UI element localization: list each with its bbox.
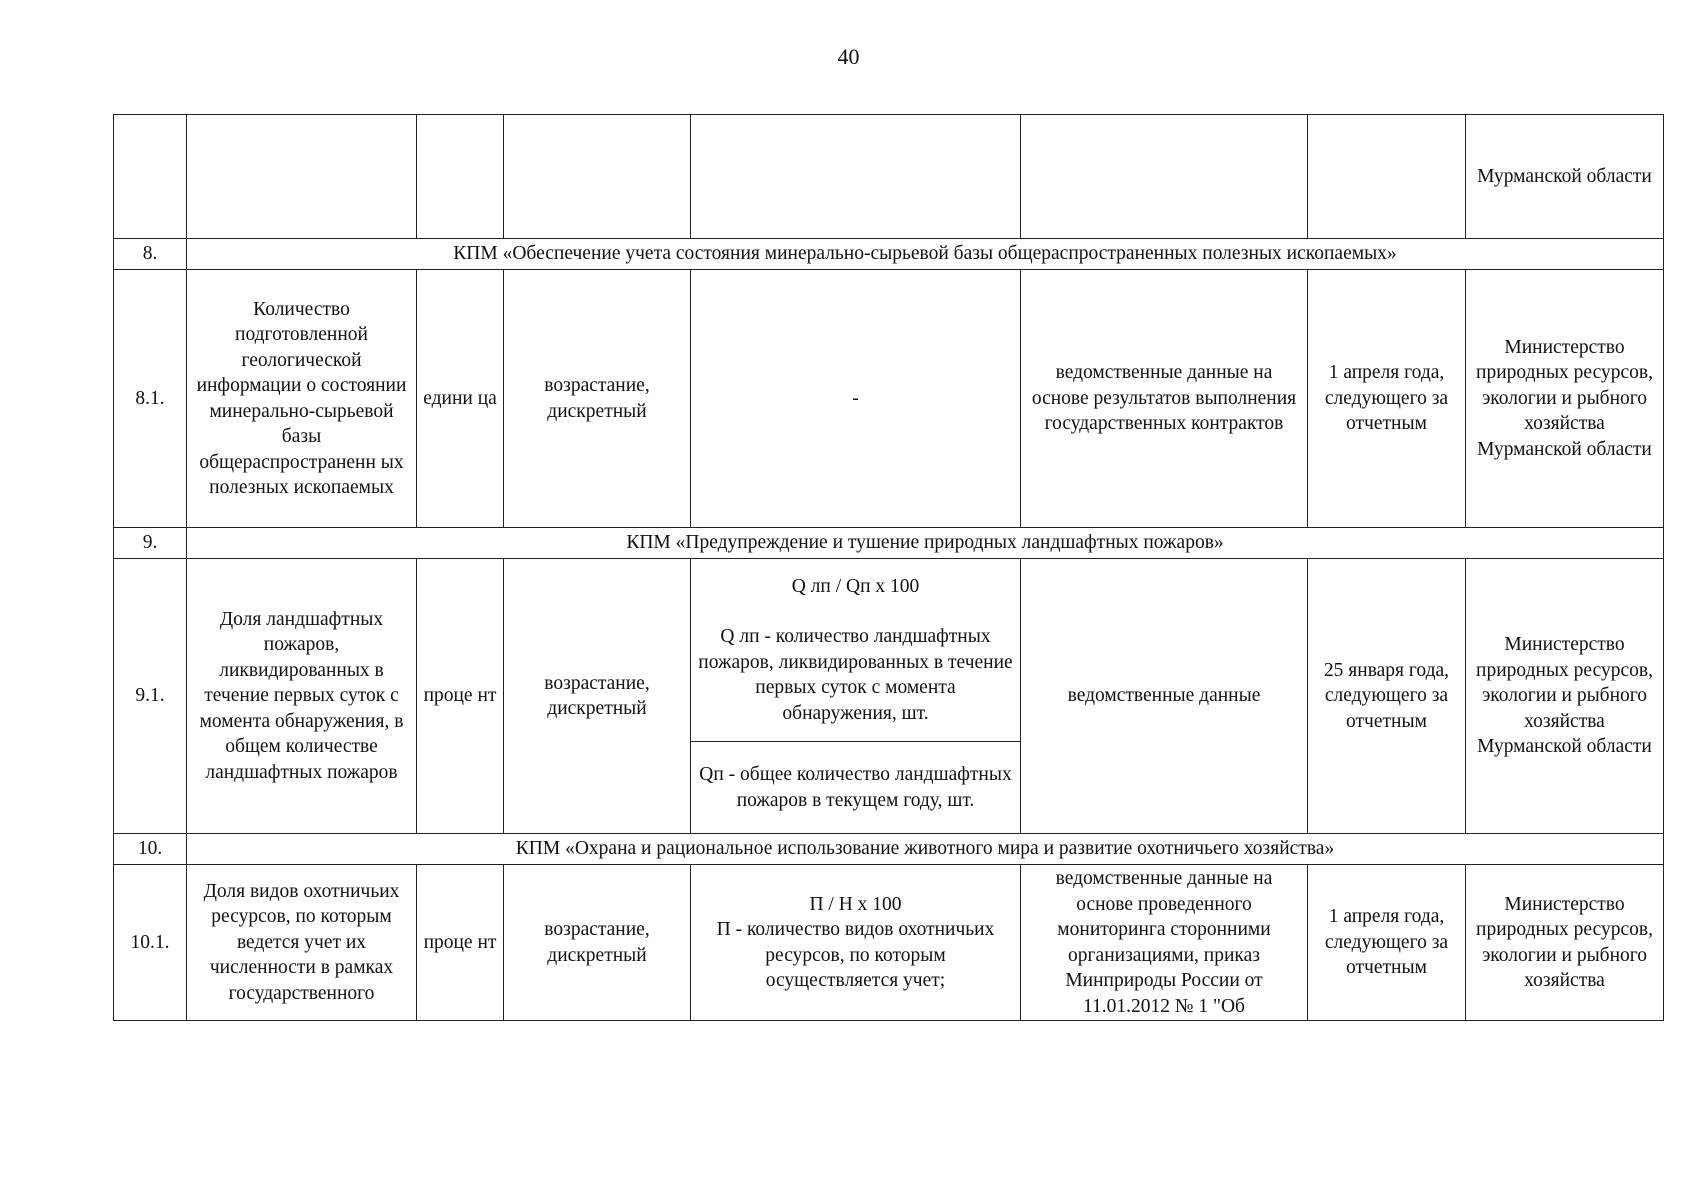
row-number: 8.1.	[114, 270, 187, 528]
formula-expression: П / Н х 100	[809, 893, 902, 915]
formula-definition: Q лп - количество ландшафтных пожаров, ликвидированных в течение первых суток с момента обнаружения, шт.	[698, 626, 1013, 724]
row-number: 10.1.	[114, 865, 187, 1021]
dynamics-cell: возрастание, дискретный	[504, 865, 691, 1021]
unit-cell: едини ца	[417, 270, 504, 528]
formula-cell: -	[691, 270, 1021, 528]
table-row	[114, 865, 1664, 1021]
dynamics-cell: возрастание, дискретный	[504, 559, 691, 834]
source-cell: ведомственные данные на основе результатов выполнения государственных контрактов	[1021, 270, 1308, 528]
indicator-cell: Доля видов охотничьих ресурсов, по которым ведется учет их численности в рамках государственного	[187, 865, 417, 1021]
section-number: 8.	[114, 239, 187, 270]
formula-definition: П - количество видов охотничьих ресурсов, по которым осуществляется учет;	[716, 919, 995, 991]
formula-cell	[691, 559, 1021, 742]
section-number: 10.	[114, 834, 187, 865]
dynamics-cell: возрастание, дискретный	[504, 270, 691, 528]
source-cell: ведомственные данные на основе проведенного мониторинга сторонними организациями, приказ Минприроды России от 11.01.2012 № 1 "Об	[1021, 865, 1308, 1021]
source-cell: ведомственные данные	[1021, 559, 1308, 834]
responsible-cell: Мурманской области	[1466, 115, 1664, 239]
section-number: 9.	[114, 528, 187, 559]
unit-cell: проце нт	[417, 559, 504, 834]
section-title: КПМ «Охрана и рациональное использование животного мира и развитие охотничьего хозяйства»	[187, 834, 1664, 865]
section-header-row	[114, 834, 1664, 865]
formula-expression: Q лп / Qп х 100	[791, 575, 920, 597]
responsible-cell: Министерство природных ресурсов, экологии и рыбного хозяйства Мурманской области	[1466, 270, 1664, 528]
indicator-cell: Количество подготовленной геологической информации о состоянии минерально-сырьевой базы общераспространенн ых полезных ископаемых	[187, 270, 417, 528]
formula-definition-cell: Qп - общее количество ландшафтных пожаров в текущем году, шт.	[691, 742, 1021, 834]
indicators-table	[113, 114, 1664, 1021]
responsible-cell: Министерство природных ресурсов, экологии и рыбного хозяйства Мурманской области	[1466, 559, 1664, 834]
deadline-cell: 1 апреля года, следующего за отчетным	[1308, 270, 1466, 528]
section-header-row	[114, 528, 1664, 559]
deadline-cell: 25 января года, следующего за отчетным	[1308, 559, 1466, 834]
table-row	[114, 270, 1664, 528]
indicator-cell: Доля ландшафтных пожаров, ликвидированных в течение первых суток с момента обнаружения, в общем количестве ландшафтных пожаров	[187, 559, 417, 834]
unit-cell: проце нт	[417, 865, 504, 1021]
section-title: КПМ «Обеспечение учета состояния минерально-сырьевой базы общераспространенных полезных ископаемых»	[187, 239, 1664, 270]
row-number: 9.1.	[114, 559, 187, 834]
responsible-cell: Министерство природных ресурсов, экологии и рыбного хозяйства	[1466, 865, 1664, 1021]
continuation-row	[114, 115, 1664, 239]
section-header-row	[114, 239, 1664, 270]
table-row	[114, 559, 1664, 742]
section-title: КПМ «Предупреждение и тушение природных ландшафтных пожаров»	[187, 528, 1664, 559]
deadline-cell: 1 апреля года, следующего за отчетным	[1308, 865, 1466, 1021]
formula-cell	[691, 865, 1021, 1021]
page-number: 40	[837, 44, 860, 69]
